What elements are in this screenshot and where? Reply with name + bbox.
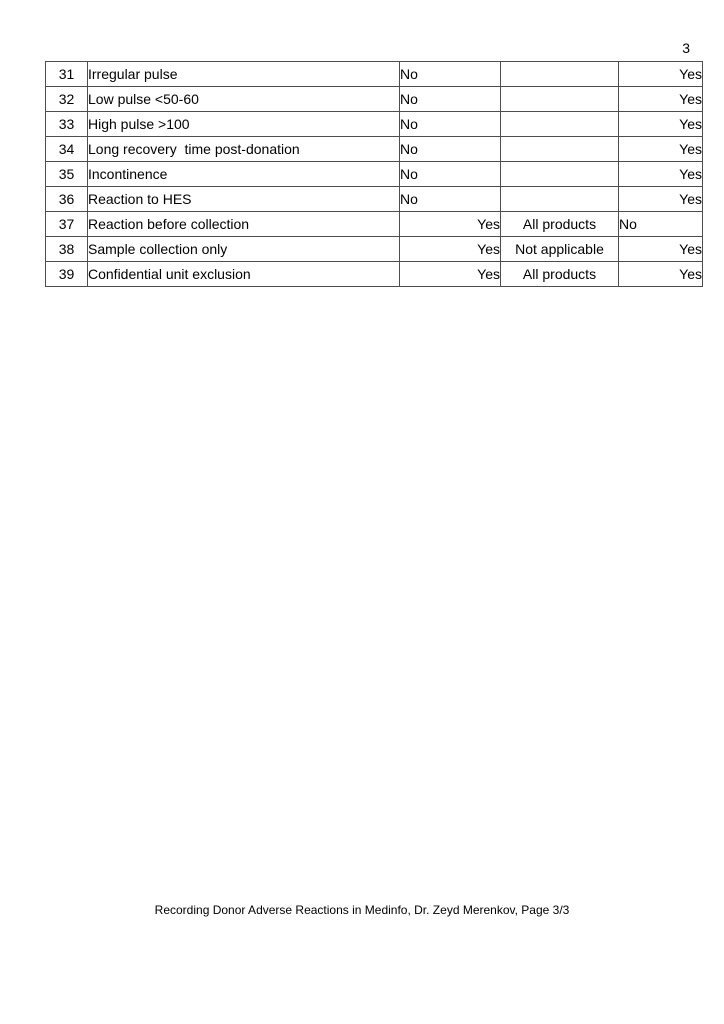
table-row — [46, 262, 703, 287]
table-row — [46, 212, 703, 237]
column5-cell: Yes — [619, 162, 703, 187]
description-cell: Reaction before collection — [88, 212, 400, 237]
column4-cell — [501, 187, 619, 212]
column3-cell: No — [400, 112, 501, 137]
column5-cell: No — [619, 212, 703, 237]
column5-cell: Yes — [619, 262, 703, 287]
table-row — [46, 187, 703, 212]
column5-cell: Yes — [619, 87, 703, 112]
number-cell: 32 — [46, 87, 88, 112]
column5-cell: Yes — [619, 62, 703, 87]
column5-cell: Yes — [619, 112, 703, 137]
number-cell: 39 — [46, 262, 88, 287]
column4-cell — [501, 62, 619, 87]
column4-cell — [501, 162, 619, 187]
description-cell: High pulse >100 — [88, 112, 400, 137]
description-cell: Reaction to HES — [88, 187, 400, 212]
column3-cell: No — [400, 187, 501, 212]
table-row — [46, 87, 703, 112]
description-cell: Incontinence — [88, 162, 400, 187]
column3-cell: No — [400, 137, 501, 162]
table-row — [46, 112, 703, 137]
column3-cell: Yes — [400, 212, 501, 237]
table-row — [46, 137, 703, 162]
description-cell: Long recovery time post-donation — [88, 137, 400, 162]
number-cell: 34 — [46, 137, 88, 162]
description-cell: Irregular pulse — [88, 62, 400, 87]
number-cell: 35 — [46, 162, 88, 187]
number-cell: 38 — [46, 237, 88, 262]
column3-cell: No — [400, 62, 501, 87]
column4-cell: All products — [501, 212, 619, 237]
table-row — [46, 62, 703, 87]
description-cell: Low pulse <50-60 — [88, 87, 400, 112]
column3-cell: Yes — [400, 262, 501, 287]
number-cell: 37 — [46, 212, 88, 237]
column4-cell — [501, 112, 619, 137]
number-cell: 31 — [46, 62, 88, 87]
table-row — [46, 237, 703, 262]
document-footer: Recording Donor Adverse Reactions in Medinfo, Dr. Zeyd Merenkov, Page 3/3 — [154, 903, 570, 917]
number-cell: 33 — [46, 112, 88, 137]
column4-cell: All products — [501, 262, 619, 287]
column3-cell: No — [400, 162, 501, 187]
column5-cell: Yes — [619, 137, 703, 162]
column3-cell: Yes — [400, 237, 501, 262]
adverse-reactions-table — [45, 61, 703, 287]
description-cell: Confidential unit exclusion — [88, 262, 400, 287]
table-row — [46, 162, 703, 187]
column4-cell — [501, 137, 619, 162]
column4-cell: Not applicable — [501, 237, 619, 262]
number-cell: 36 — [46, 187, 88, 212]
page-number: 3 — [682, 40, 690, 56]
description-cell: Sample collection only — [88, 237, 400, 262]
column4-cell — [501, 87, 619, 112]
column5-cell: Yes — [619, 187, 703, 212]
column3-cell: No — [400, 87, 501, 112]
column5-cell: Yes — [619, 237, 703, 262]
